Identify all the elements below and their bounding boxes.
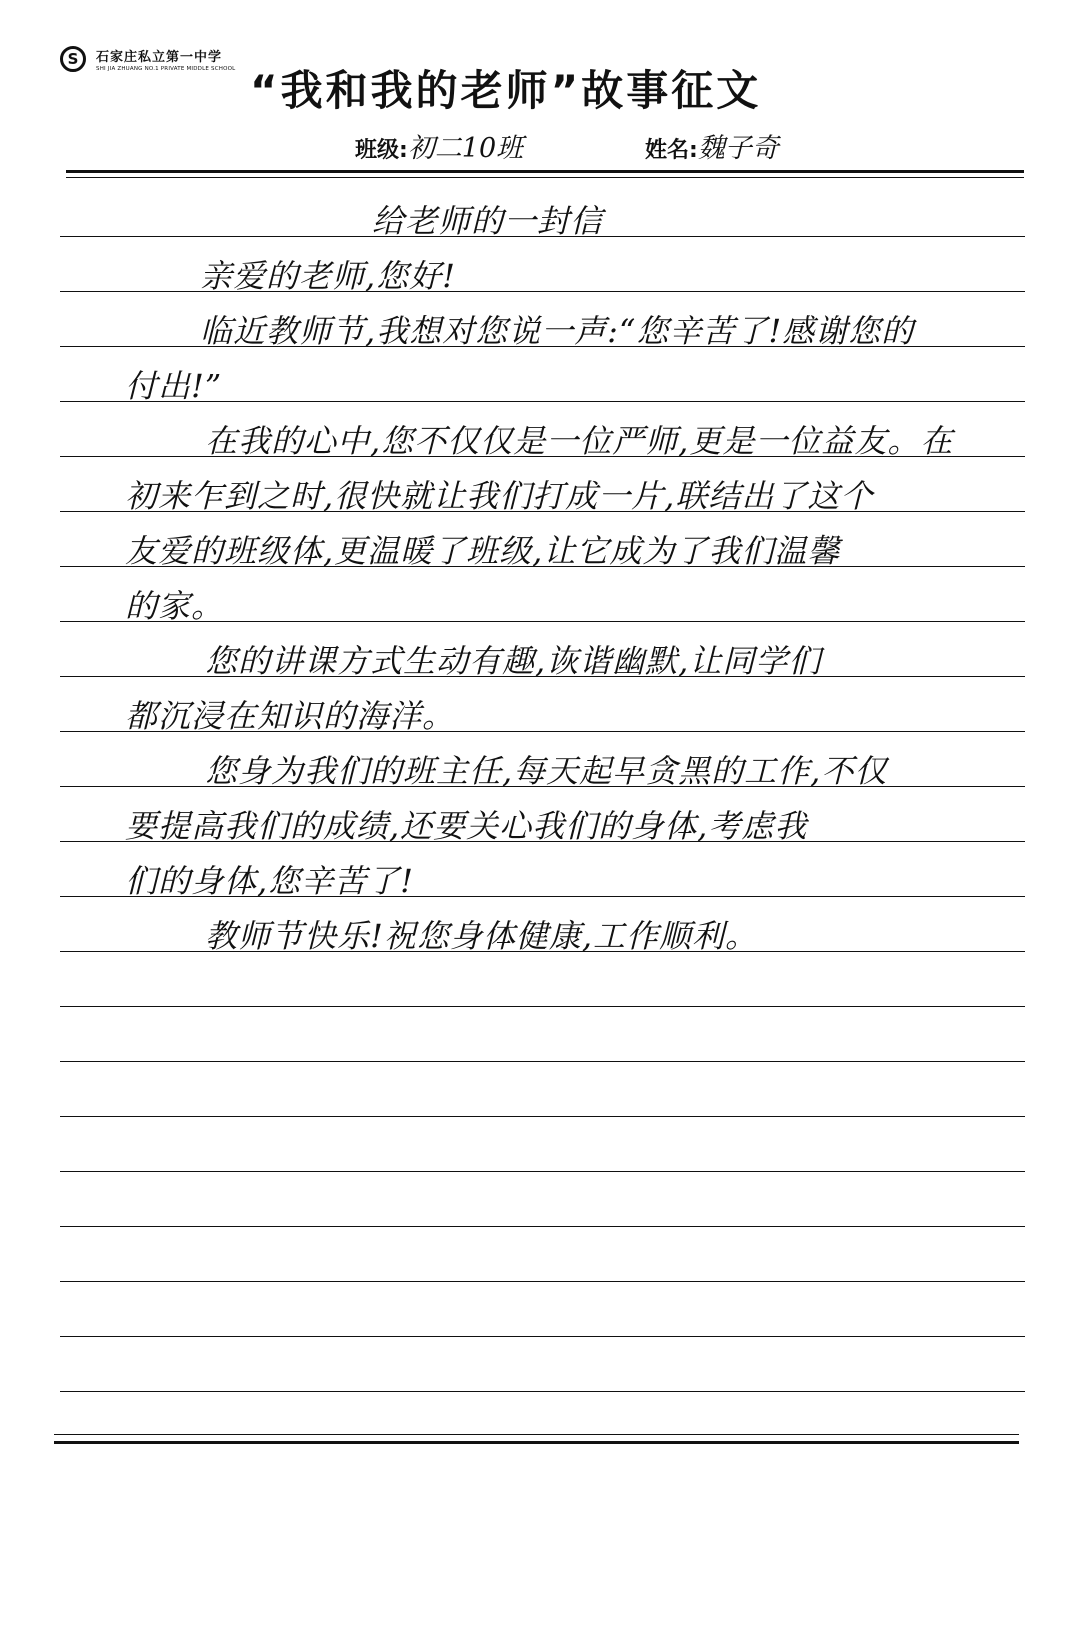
ruled-line xyxy=(60,1061,1025,1062)
letter-line: 友爱的班级体,更温暖了班级,让它成为了我们温馨 xyxy=(125,532,841,570)
page-title: “我和我的老师”故事征文 xyxy=(250,66,762,115)
letter-line: 教师节快乐!祝您身体健康,工作顺利。 xyxy=(205,917,759,955)
ruled-line xyxy=(60,1006,1025,1007)
name-value: 魏子奇 xyxy=(697,133,779,164)
letter-line: 都沉浸在知识的海洋。 xyxy=(125,697,456,735)
name-label: 姓名: xyxy=(645,138,698,163)
bottom-divider-thin xyxy=(54,1434,1019,1435)
ruled-line xyxy=(60,1116,1025,1117)
class-field xyxy=(355,126,523,165)
letter-line: 您的讲课方式生动有趣,诙谐幽默,让同学们 xyxy=(205,642,822,680)
ruled-line xyxy=(60,1336,1025,1337)
letter-line: 临近教师节,我想对您说一声:“您辛苦了!感谢您的 xyxy=(200,312,915,350)
school-logo xyxy=(60,44,260,78)
letter-line: 在我的心中,您不仅仅是一位严师,更是一位益友。在 xyxy=(205,422,954,460)
letter-line: 们的身体,您辛苦了! xyxy=(125,862,415,900)
letter-line: 付出!” xyxy=(125,367,223,405)
ruled-line xyxy=(60,1226,1025,1227)
top-divider-thin xyxy=(66,177,1024,178)
letter-heading: 给老师的一封信 xyxy=(372,202,604,240)
name-field xyxy=(645,126,779,165)
school-name-en: SHI JIA ZHUANG NO.1 PRIVATE MIDDLE SCHOOL xyxy=(96,66,236,72)
letter-line: 初来乍到之时,很快就让我们打成一片,联结出了这个 xyxy=(125,477,874,515)
ruled-line xyxy=(60,1171,1025,1172)
school-name: 石家庄私立第一中学 xyxy=(96,50,223,65)
school-emblem-icon: S xyxy=(60,46,86,72)
letter-line: 亲爱的老师,您好! xyxy=(200,257,457,295)
ruled-line xyxy=(60,1391,1025,1392)
letter-line: 要提高我们的成绩,还要关心我们的身体,考虑我 xyxy=(125,807,808,845)
letter-line: 的家。 xyxy=(125,587,225,625)
bottom-divider xyxy=(54,1441,1019,1444)
top-divider xyxy=(66,170,1024,173)
class-value: 初二10班 xyxy=(407,133,524,164)
letter-line: 您身为我们的班主任,每天起早贪黑的工作,不仅 xyxy=(205,752,888,790)
ruled-line xyxy=(60,1281,1025,1282)
class-label: 班级: xyxy=(355,138,408,163)
